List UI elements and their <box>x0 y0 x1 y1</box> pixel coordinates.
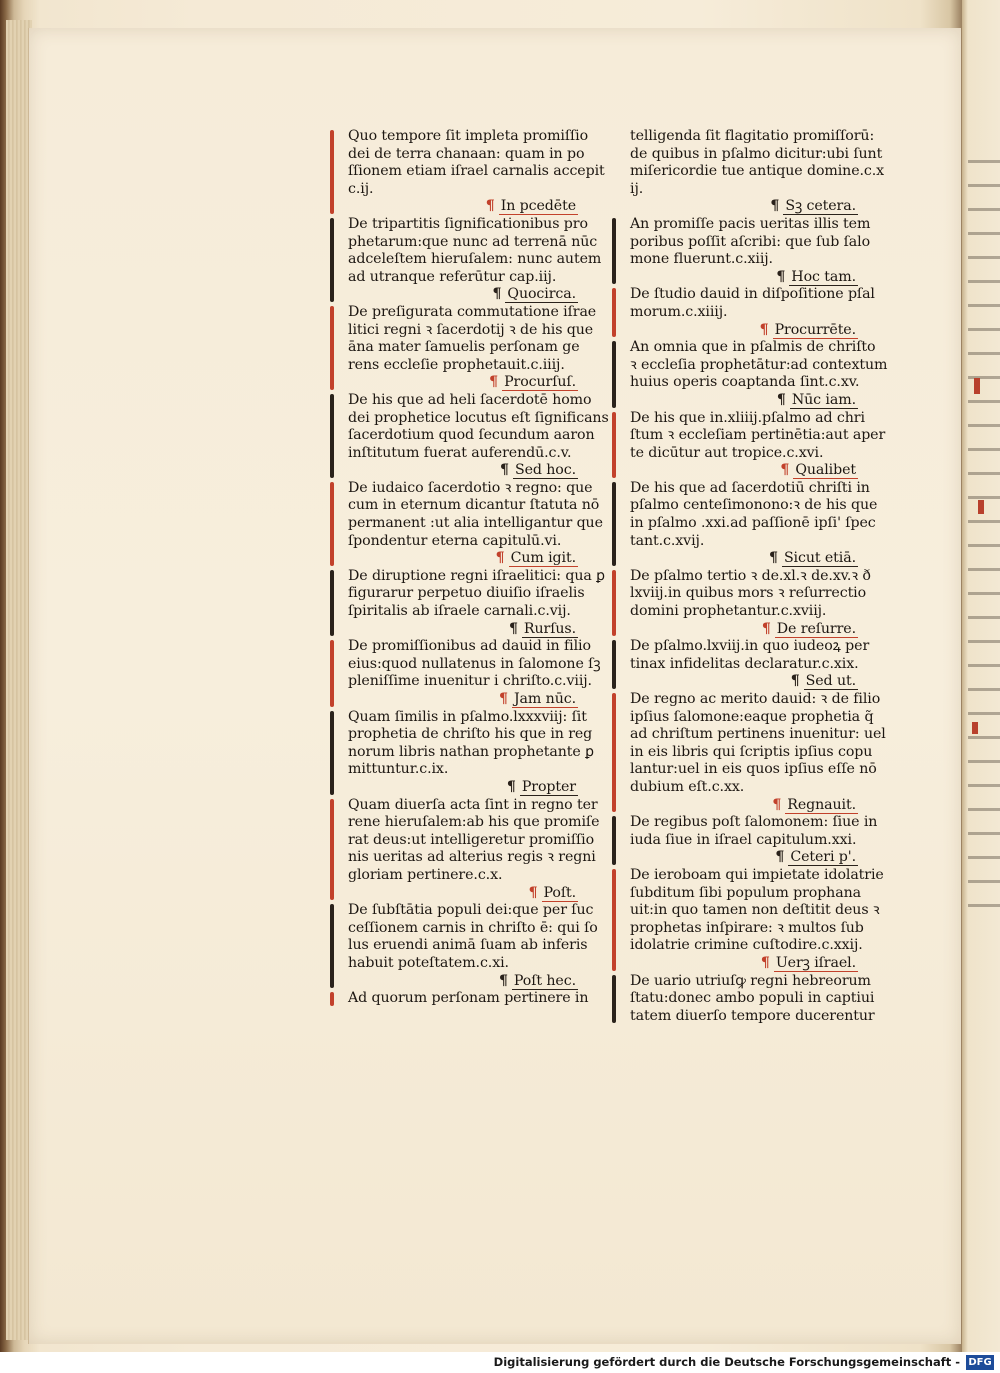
text-line: lantur:uel in eis quos ipſius eſſe nō <box>630 761 877 778</box>
text-line: inſtitutum fuerat auferendū.c.v. <box>348 444 572 461</box>
text-line: De diruptione regni iſraelitici: qua ꝑ <box>348 567 606 584</box>
catchword-text: Qualibet <box>795 462 856 479</box>
paragraph-mark-icon: ¶ <box>770 198 780 215</box>
text-line: lus eruendi animā ſuam ab inferis <box>348 937 588 954</box>
paragraph-mark-icon: ¶ <box>761 620 771 637</box>
text-line: nis ueritas ad alterius regis ꝛ regni <box>348 849 596 866</box>
text-line: dei de terra chanaan: quam in po <box>348 145 585 162</box>
catchword <box>630 322 862 340</box>
left-text-column <box>336 128 609 1008</box>
catchword <box>348 973 582 991</box>
text-line: De ſubſtātia populi dei:que per ſuc <box>348 902 594 919</box>
chapter-entry <box>618 409 886 480</box>
facing-page-rubric <box>974 378 980 394</box>
footer-bar <box>0 1352 1000 1373</box>
paragraph-mark-icon: ¶ <box>495 550 505 567</box>
text-line: lxviij.in quibus mors ꝛ reſurrectio <box>630 585 867 602</box>
text-line: habuit poteſtatem.c.xi. <box>348 954 509 971</box>
text-line: Quam diuerſa acta ſint in regno ter <box>348 796 598 813</box>
text-line: mone fluerunt.c.xiij. <box>630 251 773 268</box>
text-line: in eis libris qui ſcriptis ipſius copu <box>630 743 873 760</box>
text-line: permanent :ut alia intelligantur que <box>348 515 603 532</box>
text-line: rat deus:ut intelligeretur promiſſio <box>348 831 595 848</box>
funding-notice: Digitalisierung gefördert durch die Deutsche Forschungsgemeinschaft - <box>493 1355 960 1369</box>
text-line: An promiſſe pacis ueritas illis tem <box>630 215 871 232</box>
catchword-text: Sed ut. <box>805 673 856 690</box>
chapter-entry <box>336 638 601 708</box>
catchword <box>348 621 582 639</box>
paragraph-mark-icon: ¶ <box>776 268 786 285</box>
text-line: rene hieruſalem:ab his que promiſe <box>348 814 600 831</box>
paragraph-mark-icon: ¶ <box>775 849 785 866</box>
text-line: ſtatu:donec ambo populi in captiui <box>630 990 875 1007</box>
text-line: eius:quod nullatenus in ſalomone ſꝫ <box>348 655 601 672</box>
text-line: De ieroboam qui impietate idolatrie <box>630 866 884 883</box>
catchword <box>348 286 582 304</box>
chapter-entry <box>336 391 609 480</box>
text-line: De tripartitis ſignificationibus pro <box>348 215 588 232</box>
catchword-text: Sicut etiā. <box>783 550 856 567</box>
text-line: De pſalmo.lxviij.in quo iudeoꝝ per <box>630 638 870 655</box>
chapter-entry <box>336 708 594 797</box>
paragraph-mark-icon: ¶ <box>489 374 499 391</box>
text-line: huius operis coaptanda ſint.c.xv. <box>630 374 860 391</box>
text-line: pleniſſime inuenitur i chriſto.c.viij. <box>348 673 592 690</box>
text-line: cum in eternum dicantur ſtatuta nō <box>348 497 600 514</box>
catchword <box>348 374 582 392</box>
text-line: De his que ad heli ſacerdotē homo <box>348 391 592 408</box>
dfg-logo: DFG <box>966 1355 994 1370</box>
catchword-text: Uerꝫ iſrael. <box>775 954 856 971</box>
catchword <box>630 392 862 410</box>
text-line: pſalmo centeſimonono:ꝛ de his que <box>630 497 878 514</box>
catchword-text: Rurſus. <box>523 620 576 637</box>
catchword <box>630 797 862 815</box>
paragraph-mark-icon: ¶ <box>776 391 786 408</box>
text-line: tant.c.xvij. <box>630 532 705 549</box>
paragraph-mark-icon: ¶ <box>780 462 790 479</box>
catchword-text: Poſt hec. <box>513 972 576 989</box>
text-line: ſacerdotium quod ſecundum aaron <box>348 427 595 444</box>
catchword-text: Procurrēte. <box>774 321 856 338</box>
text-line: c.ij. <box>348 180 374 197</box>
text-line: iuda ſiue in iſrael capitulum.xxi. <box>630 831 857 848</box>
text-line: An omnia que in pſalmis de chriſto <box>630 339 876 356</box>
catchword-text: Hoc tam. <box>791 268 856 285</box>
paragraph-mark-icon: ¶ <box>528 884 538 901</box>
catchword-text: Poſt. <box>543 884 576 901</box>
paragraph-mark-icon: ¶ <box>508 620 518 637</box>
catchword <box>630 955 862 973</box>
paragraph-mark-icon: ¶ <box>498 972 508 989</box>
text-line: te dicūtur aut tropice.c.xvi. <box>630 444 824 461</box>
chapter-entry <box>618 866 884 973</box>
catchword-text: De reſurre. <box>776 620 856 637</box>
text-line: ſpiritalis ab iſraele carnali.c.vij. <box>348 603 571 620</box>
paragraph-mark-icon: ¶ <box>769 550 778 567</box>
facing-page-rubric <box>978 500 984 514</box>
chapter-entry <box>336 990 589 1008</box>
text-line: figurarur perpetuo diuiſio iſraelis <box>348 585 585 602</box>
text-line: domini prophetantur.c.xviij. <box>630 603 827 620</box>
text-line: prophetas inſpirare: ꝛ multos ſub <box>630 919 864 936</box>
chapter-entry <box>336 567 606 638</box>
text-line: adceleſtem hieruſalem: nunc autem <box>348 251 602 268</box>
catchword <box>348 550 582 568</box>
chapter-entry <box>336 796 600 903</box>
text-line: ſtum ꝛ eccleſiam pertinētia:aut aper <box>630 427 886 444</box>
text-line: ad utranque referūtur cap.iij. <box>348 268 557 285</box>
catchword <box>630 269 862 287</box>
paragraph-mark-icon: ¶ <box>759 321 769 338</box>
text-line: tatem diuerſo tempore ducerentur <box>630 1007 875 1024</box>
catchword <box>630 673 862 691</box>
paragraph-mark-icon: ¶ <box>506 778 516 795</box>
paragraph-mark-icon: ¶ <box>492 286 502 303</box>
text-line: ꝛ eccleſia prophetātur:ad contextum <box>630 356 888 373</box>
catchword-text: Regnauit. <box>787 796 856 813</box>
chapter-entry <box>618 339 888 409</box>
catchword-text: Sed hoc. <box>514 462 576 479</box>
chapter-entry <box>336 303 597 392</box>
chapter-entry <box>618 128 885 216</box>
paragraph-mark-icon: ¶ <box>760 954 770 971</box>
text-line: tinax infidelitas declaratur.c.xix. <box>630 655 859 672</box>
chapter-entry <box>618 638 870 691</box>
catchword <box>348 198 582 216</box>
text-line: āna mater ſamuelis perſonam ge <box>348 339 580 356</box>
chapter-entry <box>336 215 602 304</box>
text-line: dubium eſt.c.xx. <box>630 778 745 795</box>
facing-page-text-fragment <box>968 150 1000 910</box>
text-line: De his que ad ſacerdotiū chriſti in <box>630 479 870 496</box>
text-line: telligenda ſit flagitatio promiſſorū: <box>630 128 875 144</box>
text-line: ipſius ſalomone:eaque prophetia q̃ <box>630 708 874 725</box>
catchword <box>630 462 862 480</box>
right-text-column <box>618 128 888 1025</box>
text-line: Ad quorum perſonam pertinere in <box>348 990 589 1007</box>
text-line: De promiſſionibus ad dauid in filio <box>348 638 591 655</box>
catchword-text: Propter <box>521 778 576 795</box>
chapter-entry <box>618 972 875 1026</box>
catchword <box>348 885 582 903</box>
text-line: De pſalmo tertio ꝛ de.xl.ꝛ de.xv.ꝛ ð <box>630 567 871 584</box>
text-line: mittuntur.c.ix. <box>348 761 449 778</box>
text-line: Quam ſimilis in pſalmo.lxxxviij: ſit <box>348 708 587 725</box>
chapter-entry <box>618 567 871 638</box>
chapter-entry <box>336 128 605 216</box>
chapter-entry <box>618 691 886 814</box>
catchword <box>348 691 582 709</box>
chapter-entry <box>336 479 603 568</box>
text-line: dei prophetice locutus eſt ſignificans <box>348 409 609 426</box>
text-line: litici regni ꝛ ſacerdotij ꝛ de his que <box>348 321 594 338</box>
chapter-entry <box>618 286 875 339</box>
catchword-text: Quocirca. <box>507 286 576 303</box>
text-line: Quo tempore ſit impleta promiſſio <box>348 128 589 144</box>
text-line: de quibus in pſalmo dicitur:ubi ſunt <box>630 145 883 162</box>
catchword <box>348 779 582 797</box>
catchword <box>630 621 862 639</box>
chapter-entry <box>618 479 878 568</box>
text-line: De iudaico ſacerdotio ꝛ regno: que <box>348 479 593 496</box>
catchword-text: Ceteri p'. <box>790 849 856 866</box>
text-line: De ſtudio dauid in diſpoſitione pſal <box>630 286 875 303</box>
catchword <box>630 849 862 867</box>
catchword-text: Jam nūc. <box>513 691 576 707</box>
catchword-text: Procurſuſ. <box>504 374 576 391</box>
text-line: norum libris nathan prophetante ꝑ <box>348 743 594 760</box>
text-line: ij. <box>630 180 644 197</box>
text-line: prophetia de chriſto his que in reg <box>348 726 593 743</box>
text-line: phetarum:que nunc ad terrenā nūc <box>348 233 598 250</box>
text-line: De regibus poſt ſalomonem: ſiue in <box>630 814 878 831</box>
catchword-text: Cum igit. <box>510 550 576 567</box>
paragraph-mark-icon: ¶ <box>485 198 495 215</box>
text-line: miſericordie tue antique domine.c.x <box>630 163 885 180</box>
chapter-entry <box>618 215 871 286</box>
text-line: ſubditum ſibi populum prophana <box>630 884 861 901</box>
text-line: De regno ac merito dauid: ꝛ de filio <box>630 691 881 707</box>
text-line: De his que in.xliiij.pſalmo ad chri <box>630 409 865 426</box>
text-line: ſpondentur eterna capitulū.vi. <box>348 532 562 549</box>
text-line: idolatrie crimine cuſtodire.c.xxij. <box>630 937 863 954</box>
paragraph-mark-icon: ¶ <box>790 673 800 690</box>
catchword-text: In pcedēte <box>500 198 576 215</box>
facing-page-rubric <box>972 722 978 734</box>
text-line: poribus poſſit aſcribi: que ſub ſalo <box>630 233 871 250</box>
catchword <box>630 550 862 568</box>
text-line: De uario utriuſꝙ regni hebreorum <box>630 972 871 989</box>
paragraph-mark-icon: ¶ <box>499 691 508 707</box>
text-line: De preſigurata commutatione iſrae <box>348 303 597 320</box>
catchword-text: Nūc iam. <box>791 391 856 408</box>
text-line: in pſalmo .xxi.ad paſſionē ipſi' ſpec <box>630 515 876 532</box>
catchword <box>348 462 582 480</box>
chapter-entry <box>618 814 878 867</box>
paragraph-mark-icon: ¶ <box>500 462 509 479</box>
text-line: uit:in quo tamen non deſtitit deus ꝛ <box>630 902 880 919</box>
text-line: ceſſionem carnis in chriſto ē: qui ſo <box>348 919 598 936</box>
catchword <box>630 198 862 216</box>
catchword-text: Sꝫ cetera. <box>785 198 856 215</box>
text-line: morum.c.xiiij. <box>630 303 728 320</box>
text-line: rens eccleſie prophetauit.c.iiij. <box>348 356 565 373</box>
text-line: gloriam pertinere.c.x. <box>348 866 503 883</box>
text-line: ad chriſtum pertinens inuenitur: uel <box>630 726 886 743</box>
chapter-entry <box>336 902 598 990</box>
paragraph-mark-icon: ¶ <box>772 796 782 813</box>
text-line: ſſionem etiam iſrael carnalis accepit <box>348 163 605 180</box>
